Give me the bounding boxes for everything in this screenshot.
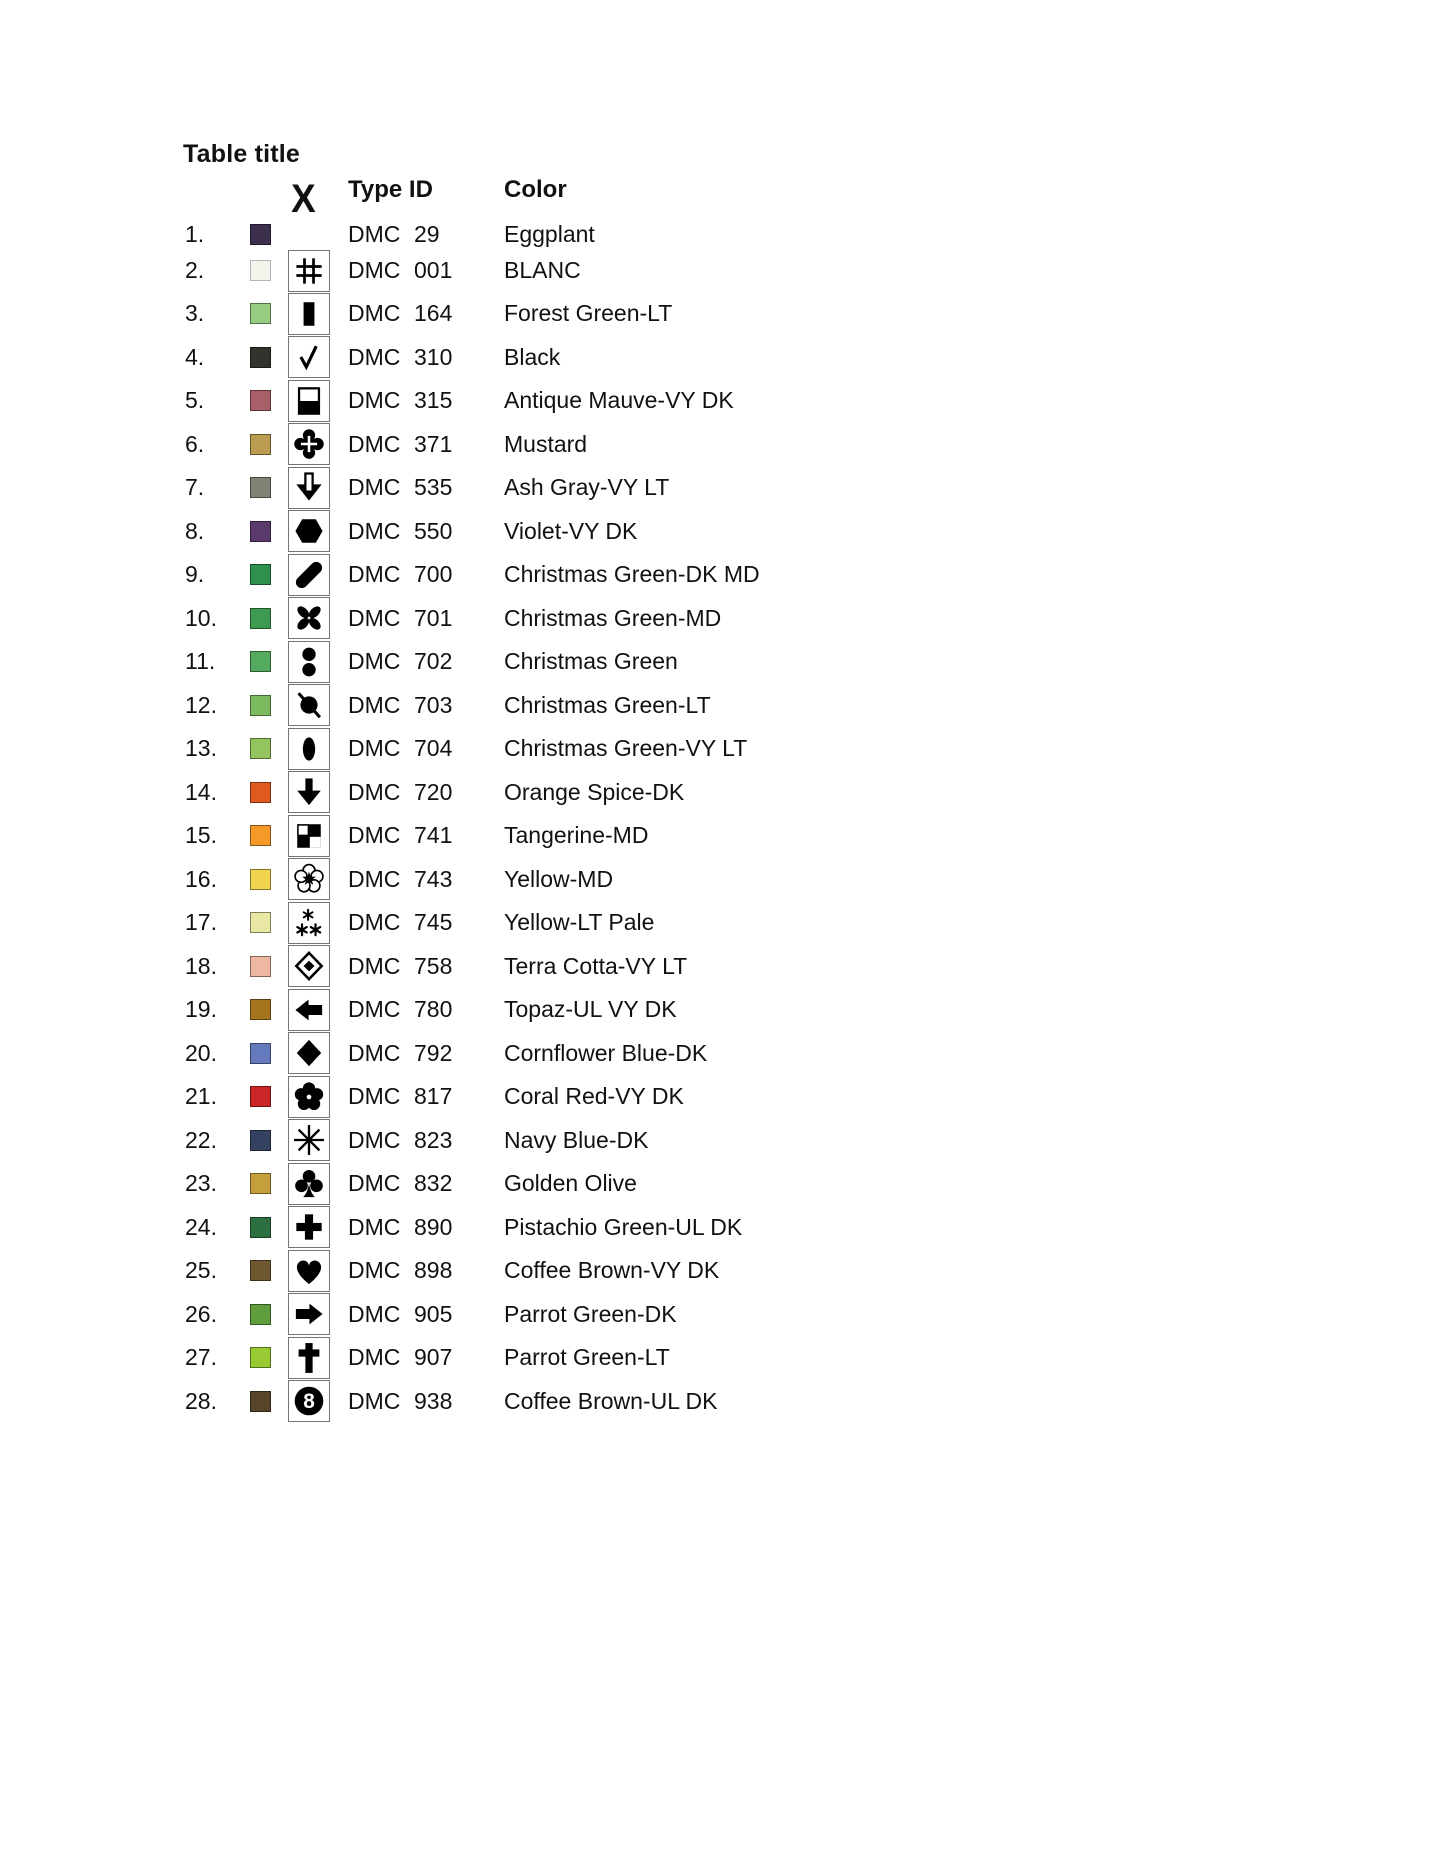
color-name: Violet-VY DK (504, 517, 638, 544)
color-name: Coral Red-VY DK (504, 1083, 684, 1110)
color-name: Golden Olive (504, 1170, 637, 1197)
quatrefoil-icon (288, 597, 330, 639)
type-id: 832 (414, 1170, 453, 1197)
symbol-cell (288, 858, 348, 900)
brand-label: DMC (348, 1344, 401, 1371)
symbol-cell (288, 1337, 348, 1379)
color-name: Terra Cotta-VY LT (504, 952, 688, 979)
swatch-cell (250, 869, 288, 890)
table-row (185, 1075, 760, 1119)
type-id: 371 (414, 430, 453, 457)
table-row (185, 814, 760, 858)
swatch-cell (250, 695, 288, 716)
symbol-cell (288, 293, 348, 335)
brand-label: DMC (348, 1213, 401, 1240)
swatch-cell (250, 260, 288, 281)
row-number: 10. (185, 604, 217, 631)
color-swatch (250, 1217, 271, 1238)
type-id: 535 (414, 474, 453, 501)
table-row (185, 220, 760, 249)
color-name: Yellow-MD (504, 865, 614, 892)
checkmark-icon (288, 336, 330, 378)
color-swatch (250, 224, 271, 245)
color-swatch (250, 1043, 271, 1064)
color-name: Christmas Green-LT (504, 691, 711, 718)
table-row (185, 1249, 760, 1293)
type-id: 741 (414, 822, 453, 849)
color-name: Eggplant (504, 221, 595, 247)
brand-label: DMC (348, 1257, 401, 1284)
color-swatch (250, 956, 271, 977)
swatch-cell (250, 1260, 288, 1281)
color-swatch (250, 1260, 271, 1281)
type-id: 310 (414, 343, 453, 370)
type-id: 890 (414, 1213, 453, 1240)
color-swatch (250, 912, 271, 933)
color-swatch (250, 608, 271, 629)
color-swatch (250, 738, 271, 759)
row-number: 2. (185, 257, 205, 283)
swatch-cell (250, 521, 288, 542)
row-number: 22. (185, 1126, 217, 1153)
symbol-cell (288, 1206, 348, 1248)
table-row (185, 466, 760, 510)
color-name: Mustard (504, 430, 588, 457)
table-row (185, 640, 760, 684)
table-row (185, 1380, 760, 1424)
symbol-cell (288, 1250, 348, 1292)
swatch-cell (250, 1304, 288, 1325)
swatch-cell (250, 825, 288, 846)
cross-lobes-icon (288, 423, 330, 465)
brand-label: DMC (348, 1039, 401, 1066)
table-row (185, 379, 760, 423)
row-number: 26. (185, 1300, 217, 1327)
symbol-cell (288, 1163, 348, 1205)
type-id: 29 (414, 221, 440, 247)
type-id: 817 (414, 1083, 453, 1110)
brand-label: DMC (348, 822, 401, 849)
symbol-cell (288, 728, 348, 770)
row-number: 19. (185, 996, 217, 1023)
swatch-cell (250, 912, 288, 933)
symbol-cell (288, 684, 348, 726)
row-number: 13. (185, 735, 217, 762)
row-number: 24. (185, 1213, 217, 1240)
svg-text:8: 8 (303, 1390, 315, 1414)
swatch-cell (250, 1130, 288, 1151)
color-column-header: Color (504, 176, 567, 203)
swatch-cell (250, 303, 288, 324)
type-id: 702 (414, 648, 453, 675)
row-number: 14. (185, 778, 217, 805)
color-name: Antique Mauve-VY DK (504, 387, 734, 414)
table-row (185, 1162, 760, 1206)
color-name: Ash Gray-VY LT (504, 474, 670, 501)
swatch-cell (250, 956, 288, 977)
color-name: Tangerine-MD (504, 822, 649, 849)
color-name: Christmas Green (504, 648, 678, 675)
table-row (185, 249, 760, 292)
row-number: 5. (185, 387, 205, 414)
club-icon (288, 1163, 330, 1205)
brand-label: DMC (348, 1387, 401, 1414)
symbol-cell (288, 641, 348, 683)
swatch-cell (250, 224, 288, 245)
type-id: 550 (414, 517, 453, 544)
brand-label: DMC (348, 430, 401, 457)
brand-label: DMC (348, 604, 401, 631)
type-id: 164 (414, 300, 453, 327)
diamond-solid-icon (288, 1032, 330, 1074)
type-id: 743 (414, 865, 453, 892)
brand-label: DMC (348, 1083, 401, 1110)
table-row (185, 1293, 760, 1337)
arrow-right-icon (288, 1293, 330, 1335)
color-name: Pistachio Green-UL DK (504, 1213, 743, 1240)
symbol-cell (288, 1119, 348, 1161)
symbol-cell (288, 771, 348, 813)
color-swatch (250, 347, 271, 368)
brand-label: DMC (348, 561, 401, 588)
hash-icon (288, 250, 330, 292)
table-row (185, 1119, 760, 1163)
color-swatch (250, 390, 271, 411)
page-title: Table title (183, 140, 301, 168)
color-swatch (250, 1391, 271, 1412)
table-row (185, 684, 760, 728)
brand-label: DMC (348, 735, 401, 762)
row-number: 11. (185, 648, 216, 675)
brand-label: DMC (348, 865, 401, 892)
symbol-cell (288, 380, 348, 422)
diamond-in-diamond-icon (288, 945, 330, 987)
color-swatch (250, 695, 271, 716)
table-row (185, 597, 760, 641)
symbol-cell (288, 423, 348, 465)
cross-tall-icon (288, 1337, 330, 1379)
row-number: 9. (185, 561, 205, 588)
table-row (185, 510, 760, 554)
brand-label: DMC (348, 221, 401, 247)
plus-bold-icon (288, 1206, 330, 1248)
hexagon-icon (288, 510, 330, 552)
arrow-down-hollow-icon (288, 467, 330, 509)
table-row (185, 336, 760, 380)
symbol-cell (288, 815, 348, 857)
color-name: BLANC (504, 257, 581, 283)
color-swatch (250, 434, 271, 455)
table-row (185, 1206, 760, 1250)
row-number: 28. (185, 1387, 217, 1414)
row-number: 15. (185, 822, 217, 849)
swatch-cell (250, 390, 288, 411)
color-swatch (250, 651, 271, 672)
type-id-column-header: Type ID (348, 176, 433, 203)
symbol-cell (288, 597, 348, 639)
type-id: 938 (414, 1387, 453, 1414)
type-id: 720 (414, 778, 453, 805)
color-swatch (250, 521, 271, 542)
row-number: 12. (185, 691, 217, 718)
row-number: 23. (185, 1170, 217, 1197)
type-id: 701 (414, 604, 453, 631)
color-name: Christmas Green-DK MD (504, 561, 760, 588)
color-name: Cornflower Blue-DK (504, 1039, 708, 1066)
row-number: 20. (185, 1039, 217, 1066)
symbol-cell (288, 250, 348, 292)
swatch-cell (250, 477, 288, 498)
type-id: 001 (414, 257, 453, 283)
brand-label: DMC (348, 1126, 401, 1153)
swatch-cell (250, 1173, 288, 1194)
color-swatch (250, 564, 271, 585)
symbol-cell (288, 1032, 348, 1074)
swatch-cell (250, 782, 288, 803)
diagonal-bar-icon (288, 554, 330, 596)
row-number: 16. (185, 865, 217, 892)
color-swatch (250, 1130, 271, 1151)
type-id: 780 (414, 996, 453, 1023)
stitch-x-icon: X (291, 177, 316, 221)
color-name: Parrot Green-LT (504, 1344, 670, 1371)
type-id: 700 (414, 561, 453, 588)
table-header-row (185, 160, 567, 221)
brand-label: DMC (348, 300, 401, 327)
brand-label: DMC (348, 387, 401, 414)
row-number: 25. (185, 1257, 217, 1284)
color-name: Parrot Green-DK (504, 1300, 677, 1327)
row-number: 3. (185, 300, 205, 327)
asterisks-three-icon (288, 902, 330, 944)
color-swatch (250, 782, 271, 803)
symbol-cell (288, 902, 348, 944)
color-swatch (250, 1086, 271, 1107)
brand-label: DMC (348, 952, 401, 979)
color-swatch (250, 869, 271, 890)
flower-solid-icon (288, 1076, 330, 1118)
bar-vertical-icon (288, 293, 330, 335)
row-number: 4. (185, 343, 205, 370)
table-row (185, 858, 760, 902)
row-number: 17. (185, 909, 217, 936)
color-swatch (250, 477, 271, 498)
row-number: 6. (185, 430, 205, 457)
type-id: 905 (414, 1300, 453, 1327)
swatch-cell (250, 1217, 288, 1238)
color-name: Christmas Green-VY LT (504, 735, 748, 762)
symbol-cell (288, 336, 348, 378)
symbol-column-header (288, 177, 348, 221)
table-row (185, 988, 760, 1032)
row-number: 27. (185, 1344, 217, 1371)
row-number: 21. (185, 1083, 217, 1110)
two-dots-icon (288, 641, 330, 683)
color-name: Christmas Green-MD (504, 604, 722, 631)
color-name: Forest Green-LT (504, 300, 673, 327)
brand-label: DMC (348, 1170, 401, 1197)
color-name: Yellow-LT Pale (504, 909, 655, 936)
table-row (185, 1336, 760, 1380)
type-id: 703 (414, 691, 453, 718)
table-row (185, 945, 760, 989)
swatch-cell (250, 1043, 288, 1064)
flower-star-icon (288, 858, 330, 900)
color-name: Black (504, 343, 561, 370)
swatch-cell (250, 1391, 288, 1412)
row-number: 7. (185, 474, 205, 501)
swatch-cell (250, 564, 288, 585)
symbol-cell (288, 945, 348, 987)
color-swatch (250, 825, 271, 846)
half-square-icon (288, 380, 330, 422)
symbol-cell (288, 989, 348, 1031)
brand-label: DMC (348, 691, 401, 718)
type-id: 758 (414, 952, 453, 979)
type-id: 315 (414, 387, 453, 414)
ellipse-vertical-icon (288, 728, 330, 770)
color-swatch (250, 999, 271, 1020)
arrow-down-icon (288, 771, 330, 813)
brand-label: DMC (348, 474, 401, 501)
color-name: Topaz-UL VY DK (504, 996, 677, 1023)
swatch-cell (250, 651, 288, 672)
type-id: 898 (414, 1257, 453, 1284)
brand-label: DMC (348, 996, 401, 1023)
swatch-cell (250, 347, 288, 368)
eight-ball-icon (288, 1380, 330, 1422)
table-row (185, 423, 760, 467)
table-row (185, 901, 760, 945)
swatch-cell (250, 608, 288, 629)
type-id: 704 (414, 735, 453, 762)
legend-rows (185, 220, 760, 1423)
color-swatch (250, 260, 271, 281)
circle-slash-icon (288, 684, 330, 726)
color-name: Coffee Brown-UL DK (504, 1387, 718, 1414)
symbol-cell (288, 554, 348, 596)
color-swatch (250, 1173, 271, 1194)
swatch-cell (250, 1086, 288, 1107)
table-row (185, 727, 760, 771)
brand-label: DMC (348, 517, 401, 544)
color-name: Coffee Brown-VY DK (504, 1257, 720, 1284)
type-id: 823 (414, 1126, 453, 1153)
symbol-cell (288, 1380, 348, 1422)
swatch-cell (250, 738, 288, 759)
arrow-left-icon (288, 989, 330, 1031)
symbol-cell (288, 1293, 348, 1335)
brand-label: DMC (348, 778, 401, 805)
symbol-cell (288, 467, 348, 509)
brand-label: DMC (348, 343, 401, 370)
symbol-cell (288, 510, 348, 552)
swatch-cell (250, 999, 288, 1020)
type-id: 907 (414, 1344, 453, 1371)
brand-label: DMC (348, 909, 401, 936)
type-id: 792 (414, 1039, 453, 1066)
row-number: 1. (185, 221, 205, 247)
color-name: Navy Blue-DK (504, 1126, 649, 1153)
swatch-cell (250, 434, 288, 455)
color-swatch (250, 1304, 271, 1325)
color-swatch (250, 1347, 271, 1368)
brand-label: DMC (348, 1300, 401, 1327)
row-number: 8. (185, 517, 205, 544)
color-name: Orange Spice-DK (504, 778, 685, 805)
heart-icon (288, 1250, 330, 1292)
star-eight-icon (288, 1119, 330, 1161)
checkerboard-icon (288, 815, 330, 857)
table-row (185, 553, 760, 597)
table-row (185, 292, 760, 336)
brand-label: DMC (348, 257, 401, 283)
symbol-cell (288, 1076, 348, 1118)
table-row (185, 771, 760, 815)
brand-label: DMC (348, 648, 401, 675)
table-row (185, 1032, 760, 1076)
type-id: 745 (414, 909, 453, 936)
swatch-cell (250, 1347, 288, 1368)
row-number: 18. (185, 952, 217, 979)
color-swatch (250, 303, 271, 324)
